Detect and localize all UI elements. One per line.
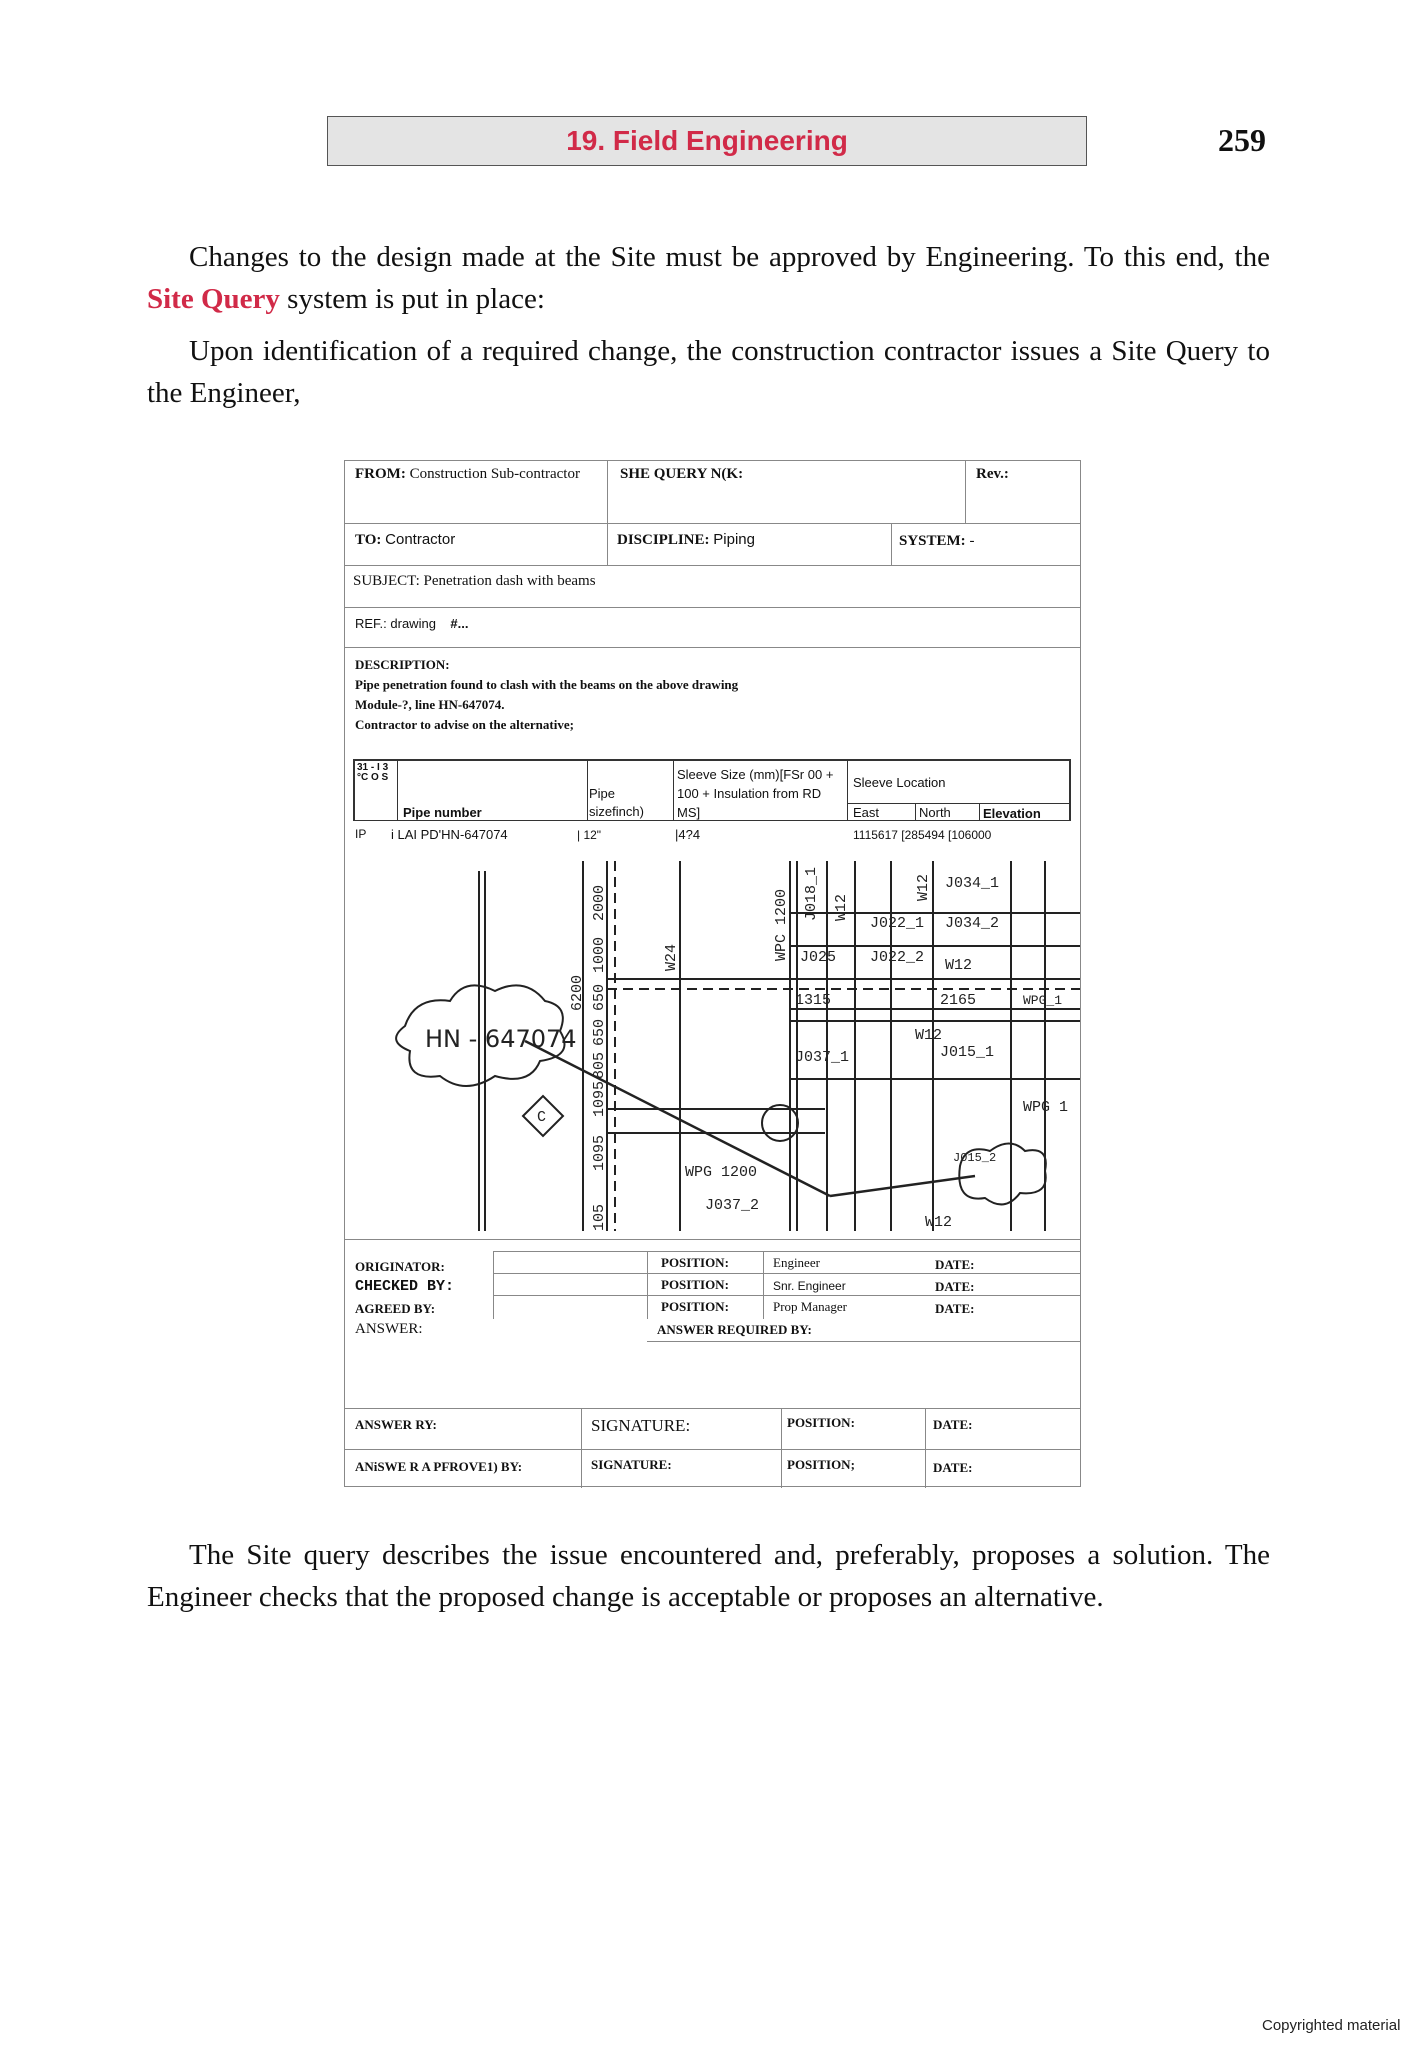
rev-field: Rev.:: [976, 466, 1009, 482]
cloud-label: HN - 647074: [425, 1025, 577, 1053]
joint-label: J025: [800, 949, 837, 966]
date-label: DATE:: [935, 1301, 975, 1316]
joint-label: J034_1: [945, 875, 1000, 892]
date-label: DATE:: [935, 1279, 975, 1294]
position-label: POSITION;: [787, 1457, 855, 1472]
signature-label: SIGNATURE:: [591, 1416, 691, 1435]
dim-label: 2165: [940, 992, 977, 1009]
dim-label: 6200: [569, 974, 586, 1011]
intro-paragraph-1: Changes to the design made at the Site must be approved by Engineering. To this end, the Site Query system is put in place:: [147, 241, 1270, 315]
chapter-title: 19. Field Engineering: [327, 116, 1087, 166]
beam-label: W12: [833, 893, 850, 921]
position-label: POSITION:: [661, 1277, 729, 1292]
subject-field: SUBJECT: Penetration dash with beams: [353, 573, 596, 589]
position-value: Engineer: [773, 1255, 820, 1270]
answer-label: ANSWER:: [355, 1321, 423, 1337]
sleeve-table: 31 - I 3 °C O S Pipe number Pipe sizefinch) Sleeve Size (mm)[FSr 00 + 100 + Insulation from RD MS] Sleeve Location East North Elevation: [353, 759, 1071, 821]
drawing-line: [830, 1176, 975, 1196]
date-label: DATE:: [933, 1417, 973, 1432]
system-field: SYSTEM: -: [899, 533, 975, 549]
dim-label: 1095: [591, 1134, 608, 1171]
answer-required-label: ANSWER REQUIRED BY:: [657, 1322, 812, 1337]
position-value: Prop Manager: [773, 1299, 848, 1314]
beam-label: WPG 1200: [685, 1164, 758, 1181]
dim-label: 650: [591, 983, 608, 1011]
beam-label: W12: [945, 957, 973, 974]
location-cell: 1115617 [285494 [106000: [853, 828, 992, 842]
beam-label: WPC 1200: [773, 888, 790, 961]
grid-label: C: [537, 1109, 547, 1126]
joint-label: J034_2: [945, 915, 1000, 932]
query-number-field: SHE QUERY N(K:: [620, 466, 744, 482]
ref-field: REF.: drawing #...: [355, 616, 469, 631]
intro-paragraph-2: Upon identification of a required change, the construction contractor issues a Site Query to the Engineer,: [147, 335, 1270, 409]
pipe-number-cell: i LAI PD'HN-647074: [391, 827, 508, 842]
pipe-size-cell: | 12": [577, 828, 602, 842]
joint-label: J015_2: [953, 1151, 997, 1165]
dim-label: 1315: [795, 992, 832, 1009]
originator-label: ORIGINATOR:: [355, 1259, 445, 1274]
description-line: Pipe penetration found to clash with the beams on the above drawing: [355, 677, 739, 692]
beam-label: W12: [925, 1214, 953, 1231]
dim-label: 1095: [591, 1080, 608, 1117]
from-field: FROM: Construction Sub-contractor: [355, 466, 580, 482]
answer-by-label: ANSWER RY:: [355, 1417, 437, 1432]
joint-label: J015_1: [940, 1044, 995, 1061]
dim-label: 2000: [591, 884, 608, 921]
outro-paragraph: The Site query describes the issue encountered and, preferably, proposes a solution. The Engineer checks that the proposed change is acceptable or proposes an alternative.: [147, 1539, 1270, 1613]
checked-by-label: CHECKED BY:: [355, 1278, 455, 1295]
approved-by-label: ANiSWE R A PFROVE1) BY:: [355, 1459, 523, 1474]
site-query-highlight: Site Query: [147, 283, 280, 315]
position-value: Snr. Engineer: [773, 1279, 846, 1293]
dim-label: 105: [591, 1203, 608, 1231]
to-field: TO: Contractor: [355, 531, 456, 548]
drawing-line: [525, 1041, 830, 1196]
discipline-field: DISCIPLINE: Piping: [617, 531, 755, 548]
date-label: DATE:: [935, 1257, 975, 1272]
page-number: 259: [1218, 122, 1266, 158]
dim-label: 805: [591, 1051, 608, 1079]
beam-label: W24: [663, 943, 680, 971]
table-row: IP: [355, 827, 367, 841]
beam-label: W12: [915, 873, 932, 901]
sleeve-circle: [762, 1105, 798, 1141]
dim-label: 1000: [591, 936, 608, 973]
copyright-notice: Copyrighted material: [1262, 2017, 1401, 2034]
joint-label: J037_1: [795, 1049, 850, 1066]
site-query-form: [344, 460, 1081, 1487]
signature-label: SIGNATURE:: [591, 1457, 672, 1472]
position-label: POSITION:: [787, 1415, 855, 1430]
joint-label: J018_1: [803, 866, 820, 921]
beam-label: WPG_1: [1023, 993, 1063, 1008]
date-label: DATE:: [933, 1460, 973, 1475]
description-field: DESCRIPTION: Pipe penetration found to clash with the beams on the above drawing Module-?, line HN-647074. Contractor to advise on the alternative;: [355, 655, 738, 735]
agreed-by-label: AGREED BY:: [355, 1301, 436, 1316]
dim-label: 650: [591, 1018, 608, 1046]
piping-drawing: [345, 861, 1080, 1239]
description-line: Module-?, line HN-647074.: [355, 697, 505, 712]
beam-label: WPG 1: [1023, 1099, 1069, 1116]
position-label: POSITION:: [661, 1255, 729, 1270]
description-line: Contractor to advise on the alternative;: [355, 717, 574, 732]
joint-label: J022_1: [870, 915, 925, 932]
joint-label: J022_2: [870, 949, 925, 966]
beam-label: W12: [915, 1027, 943, 1044]
joint-label: J037_2: [705, 1197, 760, 1214]
sleeve-cell: |4?4: [675, 827, 701, 842]
position-label: POSITION:: [661, 1299, 729, 1314]
